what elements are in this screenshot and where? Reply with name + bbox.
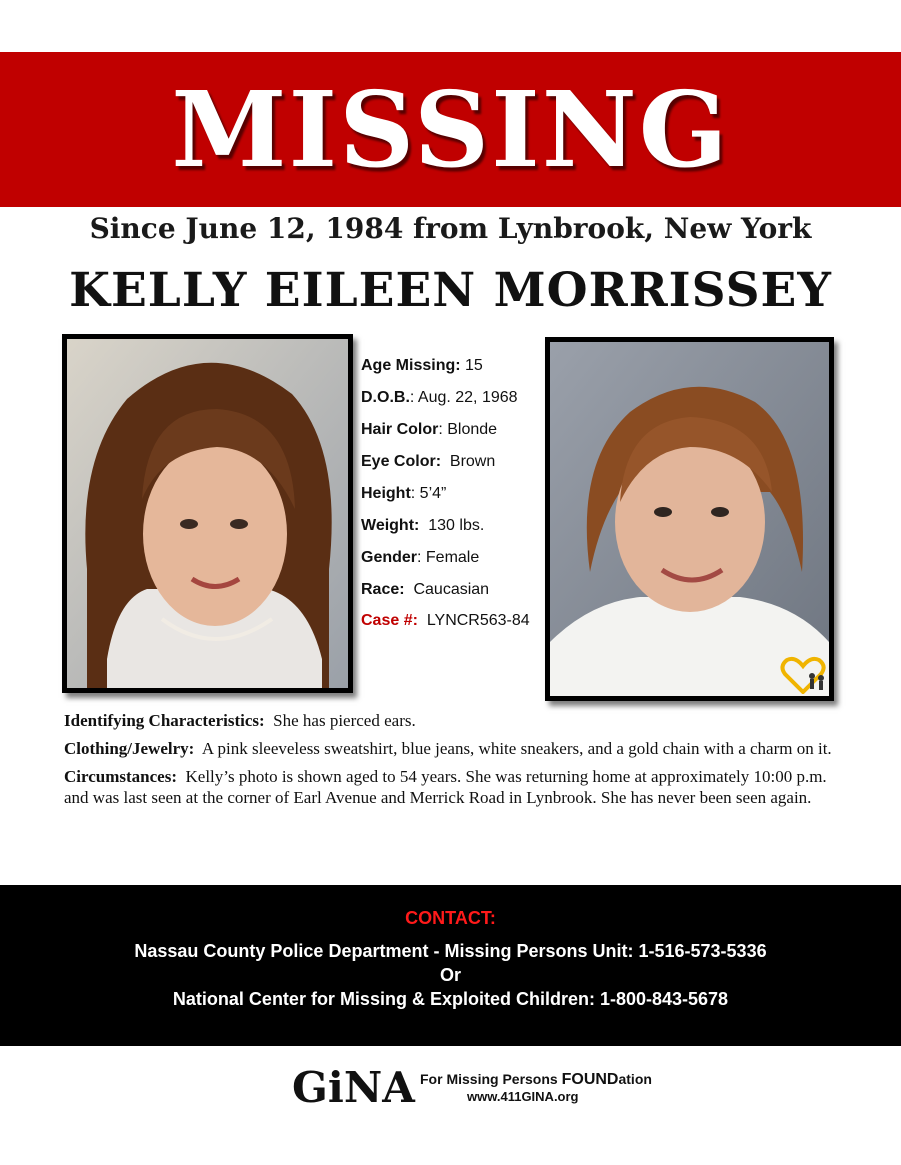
detail-label: Identifying Characteristics: (64, 711, 265, 730)
contact-or: Or (439, 965, 461, 985)
details-section (64, 710, 839, 815)
fact-weight (361, 516, 541, 535)
fact-race (361, 580, 541, 599)
fact-value: : 5’4” (410, 485, 447, 502)
detail-label: Circumstances: (64, 767, 177, 786)
fact-value: 15 (465, 357, 483, 374)
detail-label: Clothing/Jewelry: (64, 739, 195, 758)
logo-text: GiNA (292, 1063, 415, 1112)
fact-label: Race: (361, 581, 405, 598)
missing-title: MISSING (171, 68, 730, 191)
heart-hands-icon (779, 654, 827, 694)
fact-label: Weight: (361, 517, 420, 534)
fact-label: Case #: (361, 612, 418, 629)
detail-text: Kelly’s photo is shown aged to 54 years. She was returning home at approximately 10:00 p.m. and was last seen at the corner of Earl Avenue and Merrick Road in Lynbrook. She has never been seen again. (64, 767, 827, 807)
footer (292, 1062, 652, 1112)
fact-label: D.O.B. (361, 389, 410, 406)
missing-since-line: Since June 12, 1984 from Lynbrook, New York (89, 212, 812, 245)
detail-text: A pink sleeveless sweatshirt, blue jeans, white sneakers, and a gold chain with a charm on it. (201, 739, 832, 758)
gina-logo-icon (292, 1062, 422, 1112)
fact-value: LYNCR563-84 (426, 612, 530, 629)
fact-label: Age Missing: (361, 357, 461, 374)
footer-tagline (420, 1071, 652, 1089)
person-name: KELLY EILEEN MORRISSEY (69, 263, 832, 318)
detail-identifying-characteristics (64, 710, 839, 731)
tagline-prefix: For Missing Persons (420, 1071, 562, 1087)
fact-hair-color (361, 420, 541, 439)
photo-age-progressed (545, 337, 834, 701)
fact-height (361, 484, 541, 503)
fact-value: : Blonde (438, 421, 498, 438)
fact-value: Brown (449, 453, 496, 470)
fact-value: Caucasian (413, 581, 490, 598)
fact-label: Eye Color: (361, 453, 442, 470)
fact-value: : Female (417, 549, 480, 566)
fact-eye-color (361, 452, 541, 471)
photo-age-missing (62, 334, 353, 693)
missing-banner (0, 52, 901, 207)
fact-gender (361, 548, 541, 567)
detail-circumstances (64, 766, 839, 808)
fact-label: Height (361, 485, 411, 502)
facts-list (361, 356, 541, 642)
fact-value: : Aug. 22, 1968 (409, 389, 518, 406)
fact-case-number (361, 612, 541, 629)
tagline-suffix: ation (618, 1071, 652, 1087)
contact-section (0, 885, 901, 1046)
fact-label: Gender (361, 549, 418, 566)
tagline-bold: FOUND (561, 1071, 619, 1088)
fact-dob (361, 388, 541, 407)
detail-text: She has pierced ears. (273, 711, 416, 730)
fact-value: 130 lbs. (428, 517, 485, 534)
detail-clothing-jewelry (64, 738, 839, 759)
contact-police: Nassau County Police Department - Missing Persons Unit: 1-516-573-5336 (134, 941, 767, 961)
contact-ncmec: National Center for Missing & Exploited Children: 1-800-843-5678 (172, 989, 729, 1009)
footer-url: www.411GINA.org (467, 1089, 579, 1104)
fact-label: Hair Color (361, 421, 439, 438)
contact-title: CONTACT: (405, 908, 496, 928)
fact-age-missing (361, 356, 541, 375)
